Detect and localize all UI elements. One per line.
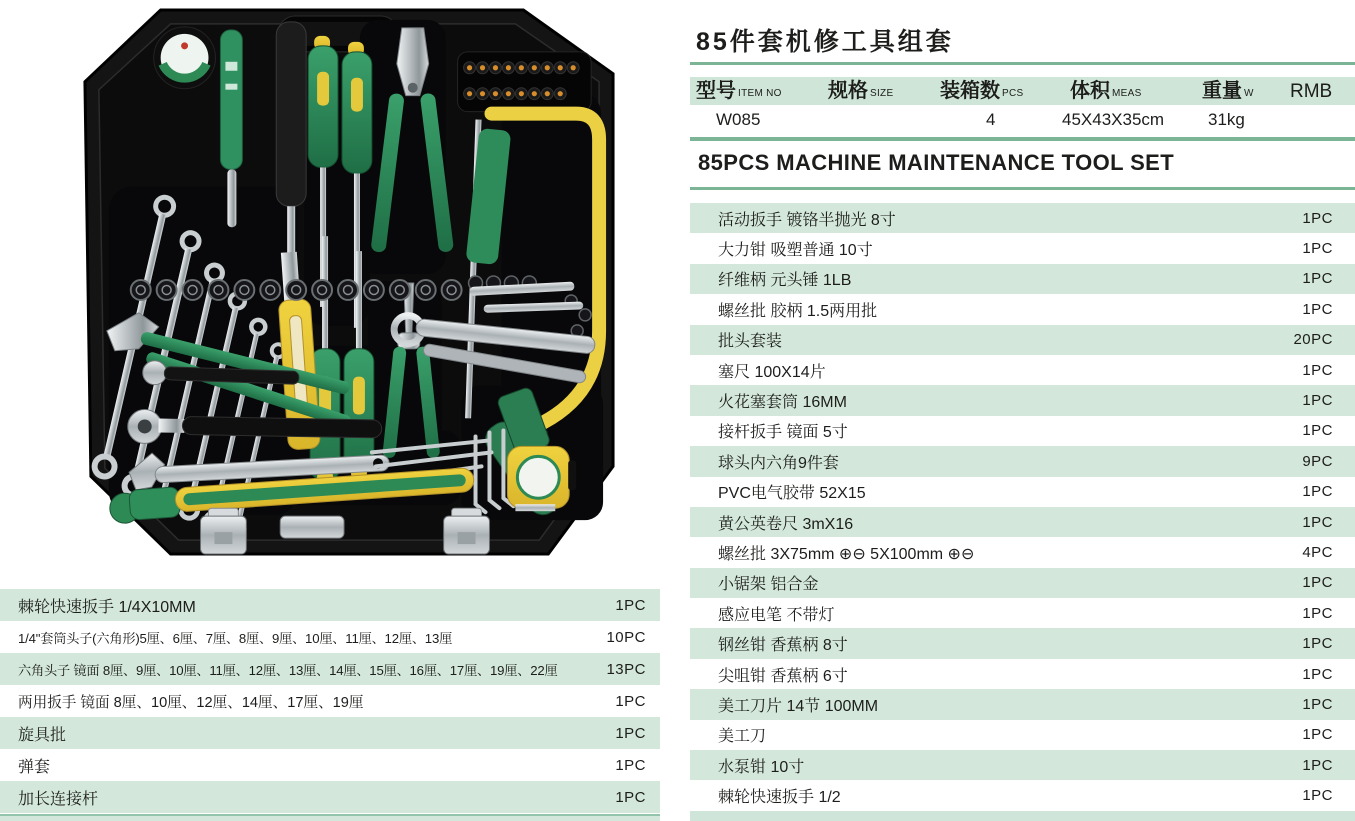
item-name: 活动扳手 镀铬半抛光 8寸	[718, 211, 896, 229]
item-qty: 1PC	[615, 596, 646, 614]
item-name: 螺丝批 3X75mm ⊕⊖ 5X100mm ⊕⊖	[718, 545, 975, 563]
item-name: 六角头子 镜面 8厘、9厘、10厘、11厘、12厘、13厘、14厘、15厘、16厘、17厘、19厘、22厘	[18, 662, 558, 678]
spec-table-row	[690, 105, 1355, 137]
spec-pcs: 4	[986, 110, 996, 129]
list-item	[0, 685, 660, 717]
contents-list	[690, 203, 1355, 811]
list-item	[690, 507, 1355, 537]
item-qty: 9PC	[1302, 452, 1333, 470]
item-qty: 1PC	[1302, 483, 1333, 501]
list-item	[690, 720, 1355, 750]
item-qty: 1PC	[1302, 756, 1333, 774]
list-item	[0, 717, 660, 749]
item-name: 大力钳 吸塑普通 10寸	[718, 242, 873, 260]
bit-set-icon	[458, 52, 592, 112]
list-item	[690, 233, 1355, 263]
item-name: 火花塞套筒 16MM	[718, 394, 847, 412]
list-item	[0, 781, 660, 813]
item-qty: 1PC	[1302, 240, 1333, 258]
item-qty: 1PC	[1302, 695, 1333, 713]
list-item	[690, 780, 1355, 810]
list-item	[0, 749, 660, 781]
toolbox-illustration	[72, 2, 617, 562]
item-name: 旋具批	[18, 726, 67, 744]
list-item	[690, 628, 1355, 658]
item-qty: 1PC	[615, 756, 646, 774]
spec-column-cn: 体积	[1070, 80, 1110, 102]
spec-column-header	[1196, 77, 1284, 105]
list-item	[690, 385, 1355, 415]
list-item	[0, 653, 660, 685]
item-name: 感应电笔 不带灯	[718, 606, 835, 624]
item-qty: 1PC	[1302, 604, 1333, 622]
item-name: 美工刀片 14节 100MM	[718, 697, 879, 715]
spec-column-en: SIZE	[870, 88, 894, 99]
list-item	[690, 598, 1355, 628]
partial-row-strip	[690, 811, 1355, 821]
spec-table-header	[690, 77, 1355, 105]
list-item	[0, 589, 660, 621]
item-name: 塞尺 100X14片	[718, 363, 826, 381]
spec-column-cn: RMB	[1290, 81, 1333, 102]
socket-piece-icon	[280, 516, 344, 538]
spec-column-header	[690, 77, 822, 105]
item-qty: 13PC	[606, 660, 646, 678]
item-name: PVC电气胶带 52X15	[718, 485, 866, 503]
item-name: 棘轮快速扳手 1/4X10MM	[18, 598, 196, 616]
item-name: 接杆扳手 镜面 5寸	[718, 424, 848, 442]
item-qty: 4PC	[1302, 543, 1333, 561]
spec-column-header	[934, 77, 1064, 105]
spec-column-header	[1284, 77, 1355, 105]
item-qty: 1PC	[1302, 574, 1333, 592]
item-name: 批头套装	[718, 333, 783, 351]
item-qty: 1PC	[1302, 665, 1333, 683]
list-item	[690, 477, 1355, 507]
list-item	[690, 355, 1355, 385]
tape-measure-icon	[507, 446, 576, 511]
item-name: 钢丝钳 香蕉柄 8寸	[718, 637, 848, 655]
item-qty: 20PC	[1293, 331, 1333, 349]
product-title-cn: 85件套机修工具组套	[696, 28, 954, 56]
list-item	[690, 203, 1355, 233]
item-name: 美工刀	[718, 728, 767, 746]
spec-column-cn: 装箱数	[940, 80, 1000, 102]
spec-column-header	[822, 77, 934, 105]
item-name: 球头内六角9件套	[718, 454, 839, 472]
item-qty: 1PC	[1302, 270, 1333, 288]
item-qty: 1PC	[1302, 513, 1333, 531]
item-name: 水泵钳 10寸	[718, 758, 805, 776]
item-name: 弹套	[18, 758, 51, 776]
spec-column-en: W	[1244, 88, 1254, 99]
spec-column-cn: 规格	[828, 80, 868, 102]
item-name: 1/4"套筒头子(六角形)5厘、6厘、7厘、8厘、9厘、10厘、11厘、12厘、13厘	[18, 630, 453, 646]
item-name: 小锯架 铝合金	[718, 576, 819, 594]
item-qty: 1PC	[1302, 787, 1333, 805]
left-parts-list	[0, 589, 660, 813]
spec-column-cn: 型号	[696, 80, 736, 102]
item-qty: 1PC	[1302, 361, 1333, 379]
item-name: 加长连接杆	[18, 790, 99, 808]
list-item	[690, 294, 1355, 324]
item-qty: 1PC	[1302, 635, 1333, 653]
list-item	[690, 537, 1355, 567]
item-qty: 10PC	[606, 628, 646, 646]
spec-meas: 45X43X35cm	[1062, 110, 1165, 129]
list-item	[690, 325, 1355, 355]
spec-item-no: W085	[716, 110, 761, 129]
list-item	[690, 689, 1355, 719]
item-name: 黄公英卷尺 3mX16	[718, 515, 854, 533]
list-item	[0, 621, 660, 653]
spec-column-en: MEAS	[1112, 88, 1142, 99]
item-qty: 1PC	[615, 724, 646, 742]
product-info-panel	[690, 0, 1355, 821]
item-name: 尖咀钳 香蕉柄 6寸	[718, 667, 848, 685]
product-title-en: 85PCS MACHINE MAINTENANCE TOOL SET	[698, 150, 1175, 175]
item-qty: 1PC	[1302, 300, 1333, 318]
item-name: 螺丝批 胶柄 1.5两用批	[718, 302, 878, 320]
item-name: 两用扳手 镜面 8厘、10厘、12厘、14厘、17厘、19厘	[18, 694, 364, 711]
list-item	[690, 750, 1355, 780]
item-qty: 1PC	[1302, 392, 1333, 410]
list-item	[690, 264, 1355, 294]
item-qty: 1PC	[615, 692, 646, 710]
list-item	[690, 416, 1355, 446]
divider	[690, 62, 1355, 65]
item-name: 棘轮快速扳手 1/2	[718, 789, 841, 807]
spec-column-en: PCS	[1002, 88, 1024, 99]
tape-roll-icon	[154, 27, 216, 89]
divider	[690, 137, 1355, 141]
spec-weight: 31kg	[1208, 110, 1245, 129]
spec-column-header	[1064, 77, 1196, 105]
item-qty: 1PC	[1302, 726, 1333, 744]
list-item	[690, 568, 1355, 598]
list-item	[690, 446, 1355, 476]
list-item	[690, 659, 1355, 689]
divider	[690, 187, 1355, 190]
partial-row-strip	[0, 814, 660, 821]
item-qty: 1PC	[1302, 209, 1333, 227]
item-qty: 1PC	[615, 788, 646, 806]
item-qty: 1PC	[1302, 422, 1333, 440]
spec-column-cn: 重量	[1202, 80, 1242, 102]
item-name: 纤维柄 元头锤 1LB	[718, 272, 852, 290]
spec-column-en: ITEM NO	[738, 88, 782, 99]
product-photo	[72, 2, 617, 562]
